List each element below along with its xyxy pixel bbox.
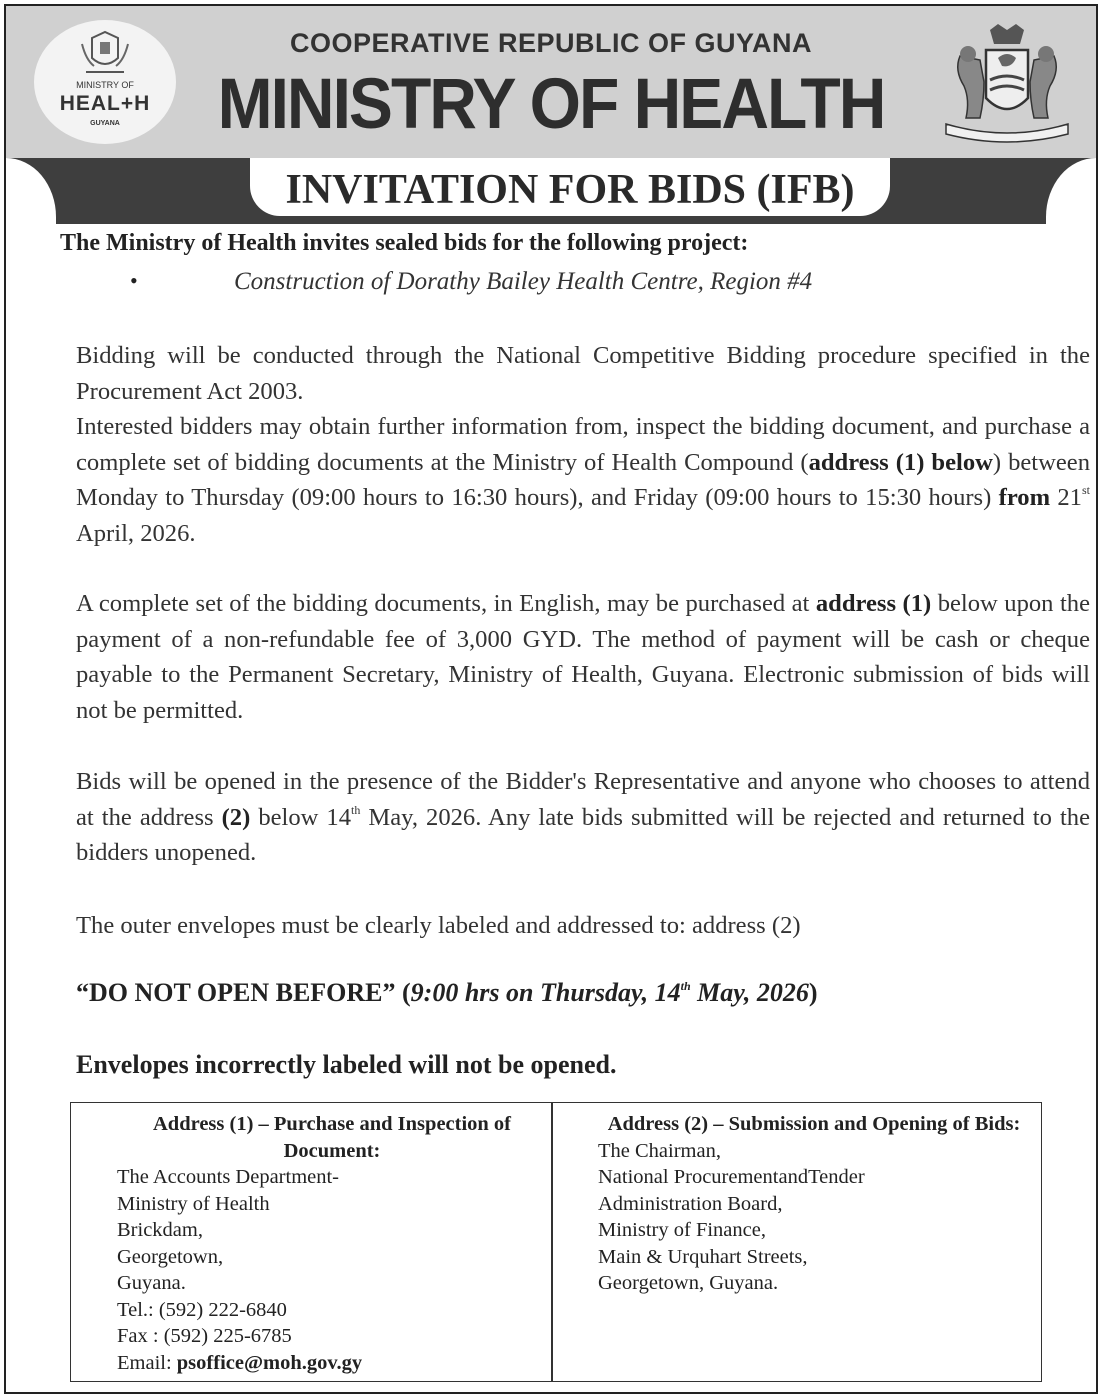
address-2-word: Tender xyxy=(808,1166,865,1188)
address-2-line: Main & Urquhart Streets, xyxy=(598,1245,808,1268)
p3-sentence-c: May, 2026. Any late bids submitted will be rejected and returned to the bidders unopened. xyxy=(76,803,1090,866)
address-2-word: National Procurement xyxy=(598,1166,779,1188)
paragraph-opening xyxy=(76,764,1090,871)
p3-address-ref: (2) xyxy=(221,803,251,831)
address-1-cell xyxy=(117,1111,547,1376)
dno-close: ) xyxy=(808,978,818,1007)
logo-small-top: MINISTRY OF xyxy=(76,80,134,90)
paragraph-bidding xyxy=(76,338,1090,551)
address-2-line xyxy=(598,1164,1030,1191)
envelope-warning: Envelopes incorrectly labeled will not be opened. xyxy=(76,1050,617,1079)
p1-hours: ) between Monday to Thursday (09:00 hours to 16:30 hours), and Friday (09:00 hours to 15:30 hours) xyxy=(76,448,1091,511)
ministry-of-health-logo xyxy=(34,20,176,144)
table-divider xyxy=(551,1103,553,1381)
address-table xyxy=(70,1102,1042,1382)
p3-date-day: below 14 xyxy=(250,803,352,831)
p1-day-suffix: st xyxy=(1081,483,1090,497)
p2-sentence-b: below upon the payment of a non-refundable fee of 3,000 GYD. The method of payment will be cash or cheque payable to the Permanent Secretary, Ministry of Health, Guyana. Electronic submission of bids will not be permitted. xyxy=(76,590,1090,724)
address-2-line: Administration Board, xyxy=(598,1192,783,1215)
address-1-phone: Tel.: (592) 222-6840 xyxy=(117,1298,287,1321)
address-1-email-row xyxy=(117,1350,547,1377)
coat-of-arms-icon xyxy=(940,20,1074,144)
ministry-name: MINISTRY OF HEALTH xyxy=(217,63,885,143)
p1-from: from xyxy=(998,484,1051,511)
p1-day: 21 xyxy=(1050,484,1082,511)
email-address: psoffice@moh.gov.gy xyxy=(176,1351,363,1374)
logo-small-bottom: GUYANA xyxy=(90,120,120,127)
crest-icon xyxy=(74,30,136,76)
address-1-line: Guyana. xyxy=(117,1272,186,1294)
intro-text: The Ministry of Health invites sealed bids for the following project: xyxy=(60,230,749,256)
address-1-line: Ministry of Health xyxy=(117,1192,270,1215)
advertisement-page xyxy=(4,4,1098,1394)
country-name: COOPERATIVE REPUBLIC OF GUYANA xyxy=(289,28,813,58)
address-2-line: Ministry of Finance, xyxy=(598,1219,766,1241)
p1-sentence-b: Interested bidders may obtain further information from, inspect the bidding document, and purchase a complete set of bidding documents at the Ministry of Health Compound ( xyxy=(76,413,1090,476)
paragraph-purchase xyxy=(76,586,1090,728)
bullet-point: • xyxy=(130,268,138,293)
address-2-word: and xyxy=(778,1166,809,1188)
address-2-heading: Address (2) – Submission and Opening of Bids: xyxy=(607,1113,1021,1135)
p2-sentence-a: A complete set of the bidding documents, in English, may be purchased at xyxy=(76,590,816,617)
address-1-heading: Address (1) – Purchase and Inspection of Document: xyxy=(152,1113,512,1162)
dno-time: 9:00 hrs on Thursday, 14 xyxy=(410,978,681,1007)
p1-sentence-a: Bidding will be conducted through the National Competitive Bidding procedure specified in the Procurement Act 2003. xyxy=(76,342,1090,405)
email-label: Email: xyxy=(117,1351,177,1374)
address-1-line: Georgetown, xyxy=(117,1245,224,1268)
dno-day-suffix: th xyxy=(680,979,691,993)
do-not-open-notice xyxy=(76,978,818,1008)
address-1-fax: Fax : (592) 225-6785 xyxy=(117,1325,292,1347)
page-title: INVITATION FOR BIDS (IFB) xyxy=(285,167,855,213)
address-1-line: The Accounts Department- xyxy=(117,1166,340,1188)
p3-sentence-a: Bids will be opened in the presence of the Bidder's Representative and anyone who chooses to attend at the address xyxy=(76,768,1090,831)
p1-address-ref: address (1) below xyxy=(808,448,993,476)
p2-address-ref: address (1) xyxy=(815,590,932,617)
p1-date-rest: April, 2026. xyxy=(76,519,196,547)
project-name: Construction of Dorathy Bailey Health Centre, Region #4 xyxy=(234,268,813,295)
address-2-cell xyxy=(598,1111,1030,1297)
header-banner xyxy=(6,6,1096,158)
address-2-line: Georgetown, Guyana. xyxy=(598,1272,779,1294)
paragraph-envelopes: The outer envelopes must be clearly labeled and addressed to: address (2) xyxy=(76,912,801,939)
address-1-line: Brickdam, xyxy=(117,1219,203,1241)
address-2-line: The Chairman, xyxy=(598,1139,721,1162)
logo-health-wordmark: HEAL+H xyxy=(59,92,151,115)
dno-date: May, 2026 xyxy=(690,978,809,1007)
dno-quote: “DO NOT OPEN BEFORE” ( xyxy=(76,978,411,1007)
p3-day-suffix: th xyxy=(351,802,361,817)
